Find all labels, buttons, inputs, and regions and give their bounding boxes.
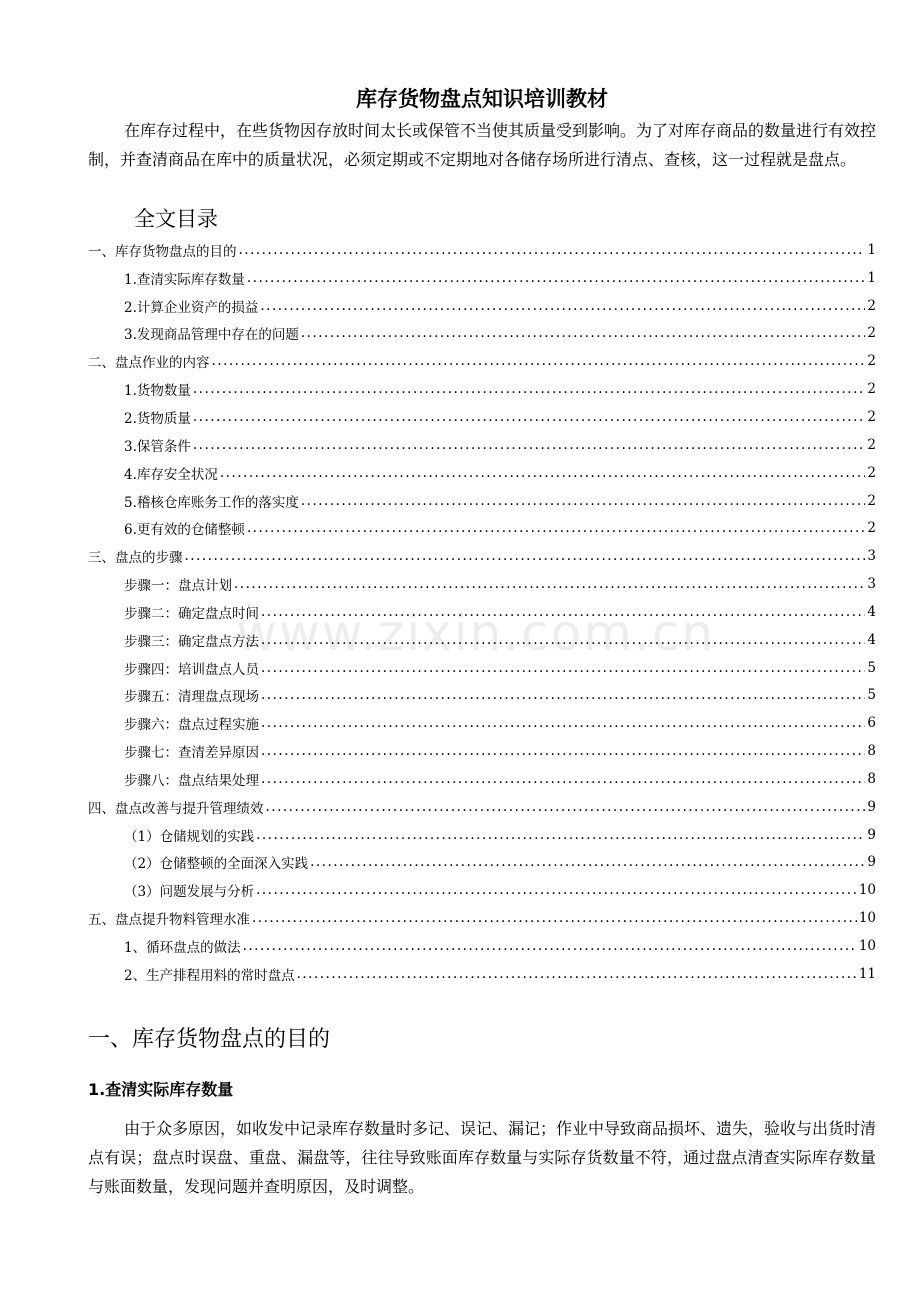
toc-entry-page: 2: [867, 520, 876, 537]
toc-entry-page: 2: [867, 492, 876, 509]
toc-entry-page: 1: [867, 269, 876, 286]
toc-entry-page: 6: [867, 715, 876, 732]
toc-entry-page: 3: [867, 576, 876, 593]
toc-entry-label: 步骤五：清理盘点现场: [124, 689, 259, 706]
toc-entry[interactable]: [88, 876, 876, 904]
toc-entry-page: 2: [867, 325, 876, 342]
toc-entry[interactable]: [88, 431, 876, 459]
toc-entry-page: 10: [858, 910, 876, 927]
toc-entry-page: 11: [858, 965, 876, 982]
toc-entry-label: 五、盘点提升物料管理水准: [88, 912, 250, 929]
toc-entry-page: 10: [858, 882, 876, 899]
toc-entry[interactable]: [88, 849, 876, 877]
toc-entry[interactable]: [88, 487, 876, 515]
toc-entry[interactable]: [88, 403, 876, 431]
toc-dot-leader: [310, 854, 865, 870]
table-of-contents: [88, 236, 876, 988]
toc-dot-leader: [256, 827, 865, 843]
toc-dot-leader: [247, 270, 866, 286]
toc-entry-label: （3）问题发展与分析: [124, 884, 255, 901]
toc-entry-label: （2）仓储整顿的全面深入实践: [124, 856, 309, 873]
toc-entry[interactable]: [88, 904, 876, 932]
toc-dot-leader: [234, 576, 865, 592]
toc-entry-label: 4.库存安全状况: [124, 466, 218, 483]
toc-entry-page: 4: [867, 631, 876, 648]
toc-entry[interactable]: [88, 459, 876, 487]
toc-dot-leader: [301, 493, 866, 509]
toc-entry-label: 步骤一：盘点计划: [124, 578, 232, 595]
toc-entry-label: 3.保管条件: [124, 438, 191, 455]
toc-entry-page: 9: [867, 798, 876, 815]
toc-dot-leader: [261, 743, 865, 759]
toc-entry[interactable]: [88, 347, 876, 375]
toc-entry-label: 2.计算企业资产的损益: [124, 299, 259, 316]
toc-dot-leader: [261, 687, 865, 703]
toc-entry-label: 1.货物数量: [124, 383, 191, 400]
toc-entry-label: 步骤八：盘点结果处理: [124, 772, 259, 789]
section-heading: 一、库存货物盘点的目的: [88, 1027, 331, 1052]
body-paragraph: 由于众多原因，如收发中记录库存数量时多记、误记、漏记；作业中导致商品损坏、遗失，验收与出货时清点有误；盘点时误盘、重盘、漏盘等，往往导致账面库存数量与实际存货数量不符，通过盘点清查实际库存数量与账面数量，发现问题并查明原因，及时调整。: [88, 1119, 877, 1196]
toc-dot-leader: [252, 910, 857, 926]
toc-entry-page: 10: [858, 938, 876, 955]
toc-entry-label: 四、盘点改善与提升管理绩效: [88, 800, 264, 817]
toc-entry-label: 步骤二：确定盘点时间: [124, 605, 259, 622]
toc-entry[interactable]: [88, 320, 876, 348]
toc-entry-page: 5: [867, 687, 876, 704]
toc-entry[interactable]: [88, 598, 876, 626]
toc-dot-leader: [239, 242, 866, 258]
toc-dot-leader: [185, 548, 866, 564]
toc-entry-label: 2.货物质量: [124, 410, 191, 427]
toc-entry-label: 5.稽核仓库账务工作的落实度: [124, 494, 299, 511]
toc-entry[interactable]: [88, 709, 876, 737]
toc-entry-page: 2: [867, 353, 876, 370]
toc-dot-leader: [243, 938, 857, 954]
toc-dot-leader: [256, 882, 857, 898]
toc-entry[interactable]: [88, 737, 876, 765]
toc-dot-leader: [193, 437, 866, 453]
document-title: 库存货物盘点知识培训教材: [356, 87, 608, 111]
toc-dot-leader: [220, 465, 866, 481]
toc-entry-page: 2: [867, 297, 876, 314]
toc-entry[interactable]: [88, 375, 876, 403]
toc-entry-label: 三、盘点的步骤: [88, 550, 183, 567]
toc-entry[interactable]: [88, 821, 876, 849]
toc-entry-label: 6.更有效的仓储整顿: [124, 522, 245, 539]
toc-dot-leader: [261, 771, 865, 787]
watermark: www.zixin.com.cn: [236, 604, 716, 662]
toc-entry-page: 9: [867, 854, 876, 871]
toc-dot-leader: [260, 298, 865, 314]
toc-entry[interactable]: [88, 765, 876, 793]
toc-entry-label: 1、循环盘点的做法: [124, 940, 241, 957]
toc-dot-leader: [193, 409, 866, 425]
toc-dot-leader: [261, 604, 865, 620]
toc-entry-page: 2: [867, 408, 876, 425]
toc-dot-leader: [266, 799, 866, 815]
toc-dot-leader: [247, 520, 866, 536]
toc-entry-label: 一、库存货物盘点的目的: [88, 243, 237, 260]
toc-entry[interactable]: [88, 654, 876, 682]
toc-entry-label: 2、生产排程用料的常时盘点: [124, 967, 295, 984]
toc-entry[interactable]: [88, 626, 876, 654]
toc-entry-page: 3: [867, 548, 876, 565]
toc-entry-label: 步骤七：查清差异原因: [124, 745, 259, 762]
toc-heading: 全文目录: [134, 207, 218, 231]
toc-dot-leader: [212, 353, 866, 369]
toc-entry-page: 2: [867, 381, 876, 398]
toc-entry[interactable]: [88, 570, 876, 598]
toc-entry[interactable]: [88, 292, 876, 320]
toc-entry-label: （1）仓储规划的实践: [124, 828, 255, 845]
toc-entry[interactable]: [88, 932, 876, 960]
toc-entry[interactable]: [88, 542, 876, 570]
toc-entry-label: 3.发现商品管理中存在的问题: [124, 327, 299, 344]
toc-dot-leader: [261, 715, 865, 731]
toc-entry[interactable]: [88, 264, 876, 292]
toc-entry-page: 2: [867, 464, 876, 481]
toc-entry-page: 8: [867, 770, 876, 787]
toc-entry[interactable]: [88, 514, 876, 542]
toc-entry-page: 4: [867, 603, 876, 620]
toc-entry-page: 2: [867, 436, 876, 453]
intro-paragraph: 在库存过程中，在些货物因存放时间太长或保管不当使其质量受到影响。为了对库存商品的数量进行有效控制，并查清商品在库中的质量状况，必须定期或不定期地对各储存场所进行清点、查核，这一过程就是盘点。: [88, 121, 877, 169]
toc-dot-leader: [261, 660, 865, 676]
toc-dot-leader: [297, 966, 857, 982]
toc-entry-page: 5: [867, 659, 876, 676]
subsection-heading: 1.查清实际库存数量: [88, 1080, 234, 1099]
toc-entry-label: 步骤六：盘点过程实施: [124, 717, 259, 734]
toc-dot-leader: [301, 325, 866, 341]
toc-dot-leader: [261, 632, 865, 648]
toc-entry-page: 1: [867, 241, 876, 258]
toc-entry[interactable]: [88, 793, 876, 821]
toc-entry[interactable]: [88, 236, 876, 264]
toc-entry-label: 二、盘点作业的内容: [88, 355, 210, 372]
toc-entry[interactable]: [88, 960, 876, 988]
toc-entry-label: 步骤四：培训盘点人员: [124, 661, 259, 678]
toc-dot-leader: [193, 381, 866, 397]
toc-entry-label: 1.查清实际库存数量: [124, 271, 245, 288]
toc-entry-page: 9: [867, 826, 876, 843]
toc-entry[interactable]: [88, 682, 876, 710]
toc-entry-page: 8: [867, 743, 876, 760]
toc-entry-label: 步骤三：确定盘点方法: [124, 633, 259, 650]
